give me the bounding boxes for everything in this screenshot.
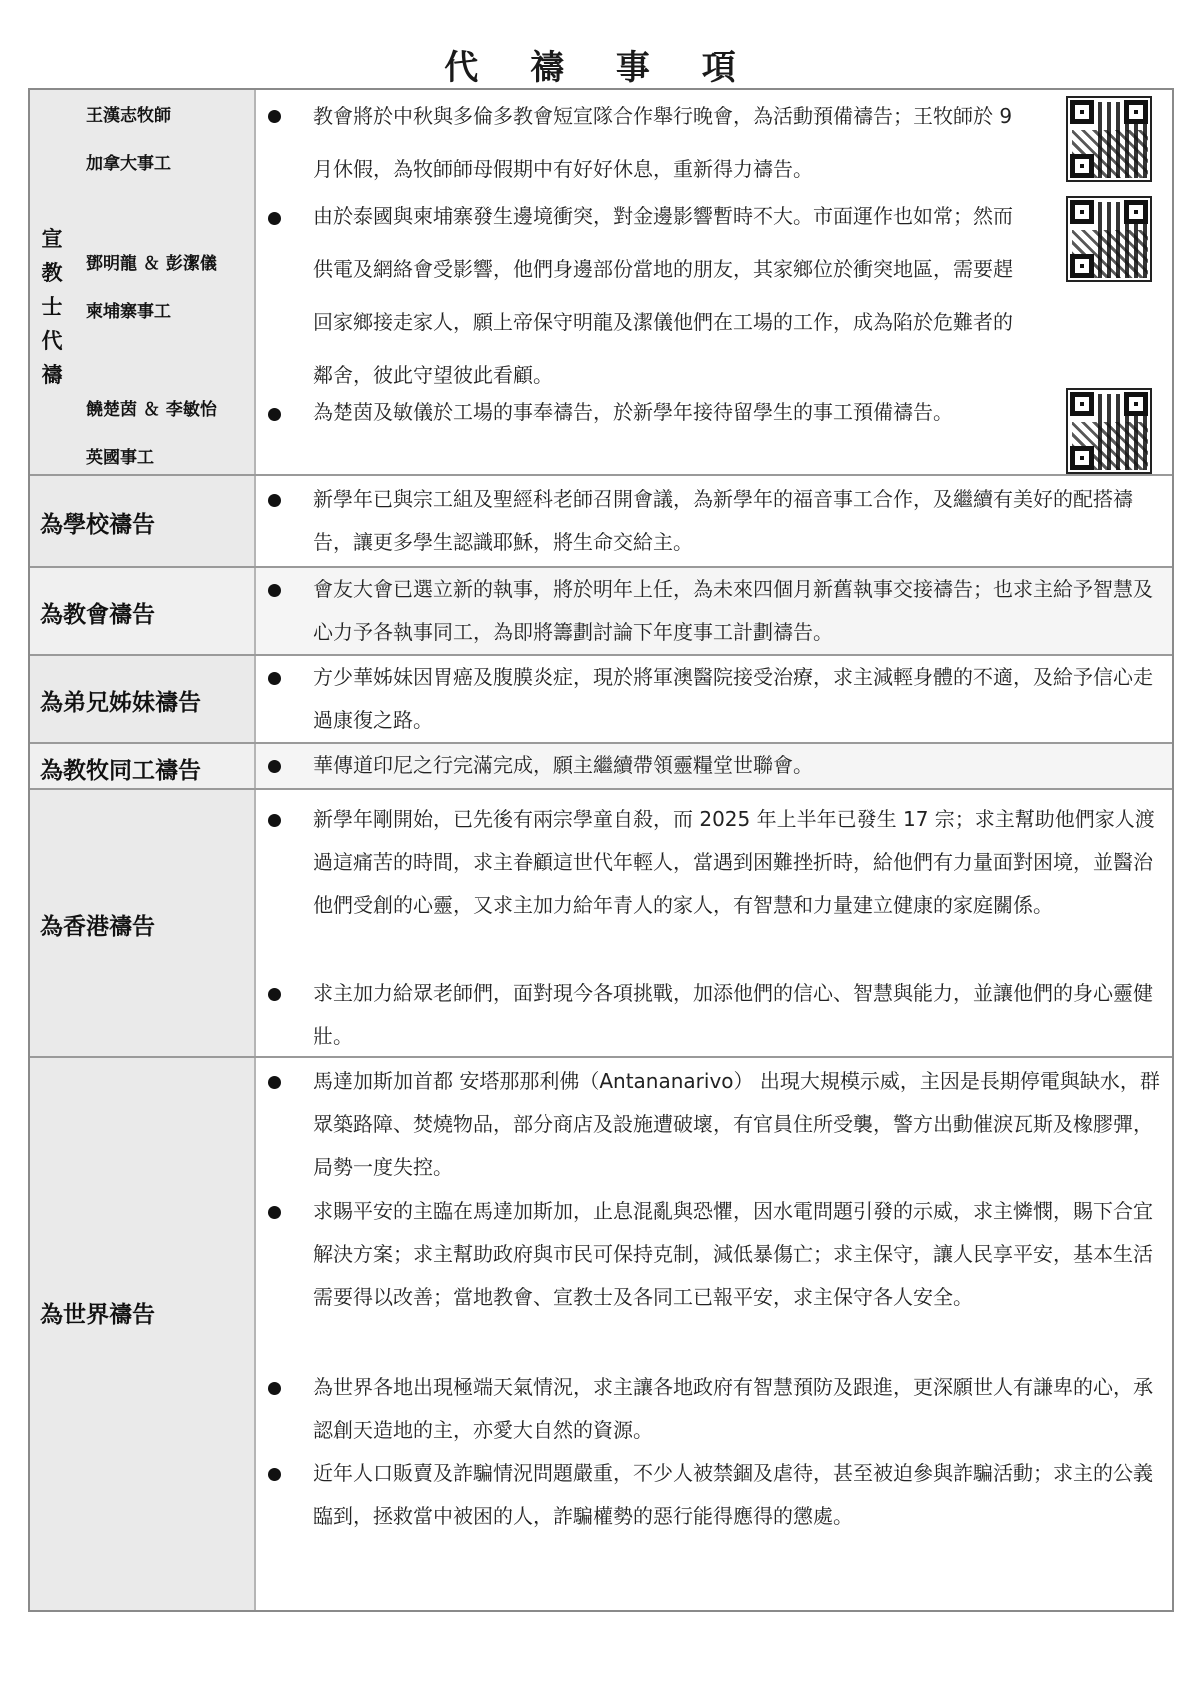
qr-code-icon bbox=[1066, 388, 1152, 474]
bullet-icon bbox=[268, 212, 281, 225]
category-label-cell bbox=[30, 568, 256, 654]
missionary-name: 王漢志牧師 bbox=[86, 106, 171, 126]
prayer-item bbox=[256, 386, 1160, 476]
missionary-ministry: 英國事工 bbox=[86, 448, 154, 468]
category-label-cell bbox=[30, 1058, 256, 1610]
category-label: 為教牧同工禱告 bbox=[40, 758, 201, 784]
bullet-icon bbox=[268, 1468, 281, 1481]
bullet-icon bbox=[268, 584, 281, 597]
bullet-icon bbox=[268, 494, 281, 507]
bullet-icon bbox=[268, 1206, 281, 1219]
missionary-ministry: 柬埔寨事工 bbox=[86, 302, 171, 322]
prayer-table bbox=[28, 88, 1174, 1612]
category-content-cell bbox=[256, 790, 1172, 1056]
category-label: 為教會禱告 bbox=[40, 602, 155, 628]
bullet-icon bbox=[268, 760, 281, 773]
members-row bbox=[30, 656, 1172, 744]
category-label-cell bbox=[30, 656, 256, 742]
world-row bbox=[30, 1058, 1172, 1610]
church-row bbox=[30, 568, 1172, 656]
category-label: 為學校禱告 bbox=[40, 512, 155, 538]
missionary-label-cell bbox=[30, 90, 256, 474]
missionary-content-cell bbox=[256, 90, 1172, 474]
prayer-item bbox=[256, 190, 1160, 390]
prayer-text: 新學年已與宗工組及聖經科老師召開會議，為新學年的福音事工合作，及繼續有美好的配搭禱告，讓更多學生認識耶穌，將生命交給主。 bbox=[313, 487, 1133, 554]
category-content-cell bbox=[256, 656, 1172, 742]
page-title: 代 禱 事 項 bbox=[444, 48, 756, 88]
bullet-icon bbox=[268, 672, 281, 685]
category-label-cell bbox=[30, 744, 256, 788]
bullet-icon bbox=[268, 814, 281, 827]
hongkong-row bbox=[30, 790, 1172, 1058]
category-content-cell bbox=[256, 1058, 1172, 1610]
prayer-text: 會友大會已選立新的執事，將於明年上任，為未來四個月新舊執事交接禱告；也求主給予智慧及心力予各執事同工，為即將籌劃討論下年度事工計劃禱告。 bbox=[313, 577, 1153, 644]
prayer-text: 教會將於中秋與多倫多教會短宣隊合作舉行晚會，為活動預備禱告；王牧師於 9 月休假，為牧師師母假期中有好好休息，重新得力禱告。 bbox=[313, 104, 1013, 181]
qr-code-icon bbox=[1066, 196, 1152, 282]
school-row bbox=[30, 476, 1172, 568]
prayer-text: 新學年剛開始，已先後有兩宗學童自殺，而 2025 年上半年已發生 17 宗；求主幫助他們家人渡過這痛苦的時間，求主眷顧這世代年輕人，當遇到困難挫折時，給他們有力量面對困境，並醫治他們受創的心靈，又求主加力給年青人的家人，有智慧和力量建立健康的家庭關係。 bbox=[313, 807, 1155, 917]
prayer-text: 由於泰國與柬埔寨發生邊境衝突，對金邊影響暫時不大。市面運作也如常；然而供電及網絡會受影響，他們身邊部份當地的朋友，其家鄉位於衝突地區，需要趕回家鄉接走家人，願上帝保守明龍及潔儀他們在工場的工作，成為陷於危難者的鄰舍，彼此守望彼此看顧。 bbox=[313, 204, 1013, 387]
missionary-vertical-label: 宣教士代禱 bbox=[41, 227, 63, 387]
category-label-cell bbox=[30, 790, 256, 1056]
prayer-text: 為世界各地出現極端天氣情況，求主讓各地政府有智慧預防及跟進，更深願世人有謙卑的心，承認創天造地的主，亦愛大自然的資源。 bbox=[313, 1375, 1153, 1442]
category-label: 為世界禱告 bbox=[40, 1302, 155, 1328]
prayer-text: 為楚茵及敏儀於工場的事奉禱告，於新學年接待留學生的事工預備禱告。 bbox=[313, 400, 953, 424]
bullet-icon bbox=[268, 408, 281, 421]
missionary-name: 饒楚茵 ＆ 李敏怡 bbox=[86, 400, 217, 420]
prayer-text: 求主加力給眾老師們，面對現今各項挑戰，加添他們的信心、智慧與能力，並讓他們的身心靈健壯。 bbox=[313, 981, 1153, 1048]
bullet-icon bbox=[268, 1382, 281, 1395]
category-content-cell bbox=[256, 744, 1172, 788]
prayer-text: 近年人口販賣及詐騙情況問題嚴重，不少人被禁錮及虐待，甚至被迫參與詐騙活動；求主的公義臨到，拯救當中被困的人，詐騙權勢的惡行能得應得的懲處。 bbox=[313, 1461, 1153, 1528]
missionary-row bbox=[30, 90, 1172, 476]
bullet-icon bbox=[268, 1076, 281, 1089]
category-label: 為弟兄姊妹禱告 bbox=[40, 690, 201, 716]
prayer-text: 華傳道印尼之行完滿完成，願主繼續帶領靈糧堂世聯會。 bbox=[313, 753, 813, 777]
prayer-text: 馬達加斯加首都 安塔那那利佛（Antananarivo） 出現大規模示威，主因是長期停電與缺水，群眾築路障、焚燒物品，部分商店及設施遭破壞，有官員住所受襲，警方出動催淚瓦斯及橡膠彈，局勢一度失控。 bbox=[313, 1069, 1160, 1179]
prayer-text: 求賜平安的主臨在馬達加斯加，止息混亂與恐懼，因水電問題引發的示威，求主憐憫，賜下合宜解決方案；求主幫助政府與市民可保持克制，減低暴傷亡；求主保守，讓人民享平安，基本生活需要得以改善；當地教會、宣教士及各同工已報平安，求主保守各人安全。 bbox=[313, 1199, 1153, 1309]
missionary-name: 鄧明龍 ＆ 彭潔儀 bbox=[86, 254, 217, 274]
missionary-ministry: 加拿大事工 bbox=[86, 154, 171, 174]
qr-code-icon bbox=[1066, 96, 1152, 182]
prayer-item bbox=[256, 90, 1160, 190]
category-content-cell bbox=[256, 568, 1172, 654]
staff-row bbox=[30, 744, 1172, 790]
category-label: 為香港禱告 bbox=[40, 914, 155, 940]
category-content-cell bbox=[256, 476, 1172, 566]
prayer-text: 方少華姊妹因胃癌及腹膜炎症，現於將軍澳醫院接受治療，求主減輕身體的不適，及給予信心走過康復之路。 bbox=[313, 665, 1153, 732]
bullet-icon bbox=[268, 110, 281, 123]
category-label-cell bbox=[30, 476, 256, 566]
bullet-icon bbox=[268, 988, 281, 1001]
